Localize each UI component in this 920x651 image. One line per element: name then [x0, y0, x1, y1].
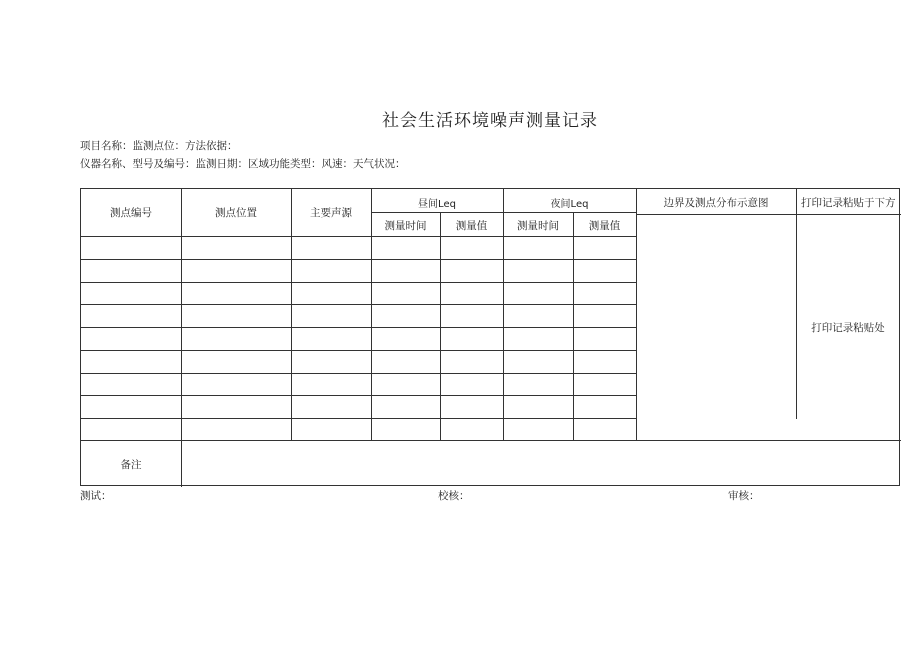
- table-row-line: [81, 418, 636, 419]
- col-line-3: [371, 189, 372, 441]
- diagram-header-divider: [636, 214, 901, 215]
- checker-label: 校核：: [438, 490, 470, 502]
- header-day-leq: 昼间Leq: [418, 198, 456, 210]
- header-day-value: 测量值: [455, 220, 488, 232]
- col-line-1: [181, 189, 182, 487]
- table-row-line: [81, 395, 636, 396]
- noise-measurement-table: [80, 188, 900, 486]
- col-line-5: [503, 189, 504, 441]
- table-row-line: [81, 282, 636, 283]
- header-point-id: 测点编号: [110, 207, 152, 219]
- header-day-time: 测量时间: [384, 220, 427, 232]
- header-night-value: 测量值: [588, 220, 621, 232]
- instrument-info-line: 仪器名称、型号及编号：监测日期：区域功能类型：风速：天气状况：: [80, 158, 406, 170]
- remarks-divider: [81, 440, 901, 441]
- reviewer-label: 审核：: [728, 490, 760, 502]
- header-diagram: 边界及测点分布示意图: [663, 196, 769, 209]
- tester-label: 测试：: [80, 490, 112, 502]
- header-print: 打印记录粘贴于下方: [801, 196, 896, 209]
- table-row-line: [81, 236, 636, 237]
- col-line-7: [636, 189, 637, 441]
- table-row-line: [81, 327, 636, 328]
- header-night-time: 测量时间: [517, 220, 559, 232]
- header-night-leq: 夜间Leq: [550, 198, 589, 210]
- table-row-line: [81, 304, 636, 305]
- header-point-location: 测点位置: [215, 207, 257, 219]
- table-row-line: [81, 259, 636, 260]
- project-info-line: 项目名称：监测点位：方法依据：: [80, 140, 238, 152]
- header-main-source: 主要声源: [310, 207, 352, 219]
- print-paste-area: 打印记录粘贴处: [811, 322, 885, 334]
- table-row-line: [81, 373, 636, 374]
- table-row-line: [81, 350, 636, 351]
- col-line-2: [291, 189, 292, 441]
- col-line-8: [796, 189, 797, 419]
- page-title: 社会生活环境噪声测量记录: [382, 111, 598, 131]
- remarks-label: 备注: [120, 458, 142, 471]
